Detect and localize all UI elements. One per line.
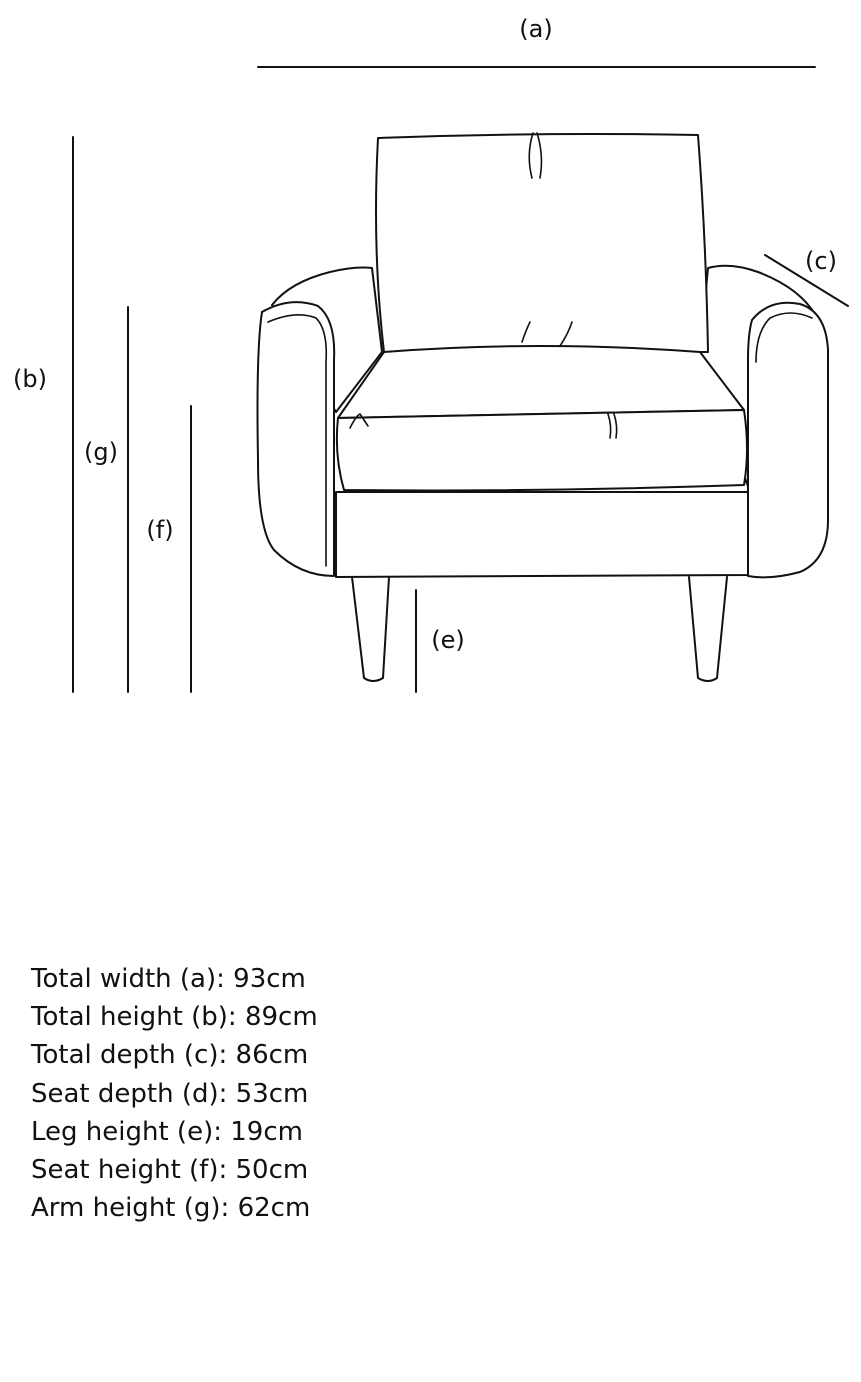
label-e: (e) xyxy=(431,626,465,654)
spec-seat-depth: Seat depth (d): 53cm xyxy=(31,1078,309,1109)
dimension-spec-list xyxy=(31,960,318,1227)
seat-cushion-top xyxy=(338,346,744,418)
front-left-leg xyxy=(352,577,389,681)
label-a: (a) xyxy=(519,15,553,43)
right-arm-front xyxy=(748,303,828,578)
spec-total-width: Total width (a): 93cm xyxy=(31,964,306,994)
seat-base-front xyxy=(336,492,750,577)
spec-seat-height: Seat height (f): 50cm xyxy=(31,1155,309,1186)
spec-total-depth: Total depth (c): 86cm xyxy=(31,1040,309,1071)
spec-arm-height: Arm height (g): 62cm xyxy=(31,1193,311,1224)
label-f: (f) xyxy=(146,516,174,544)
label-b: (b) xyxy=(13,365,47,393)
label-c: (c) xyxy=(805,247,837,275)
seat-cushion-front xyxy=(337,410,747,490)
front-right-leg xyxy=(689,577,727,681)
spec-total-height: Total height (b): 89cm xyxy=(31,1002,318,1033)
left-arm-front xyxy=(258,302,335,576)
armchair-illustration xyxy=(258,133,829,681)
spec-leg-height: Leg height (e): 19cm xyxy=(31,1116,303,1147)
label-g: (g) xyxy=(84,438,118,466)
